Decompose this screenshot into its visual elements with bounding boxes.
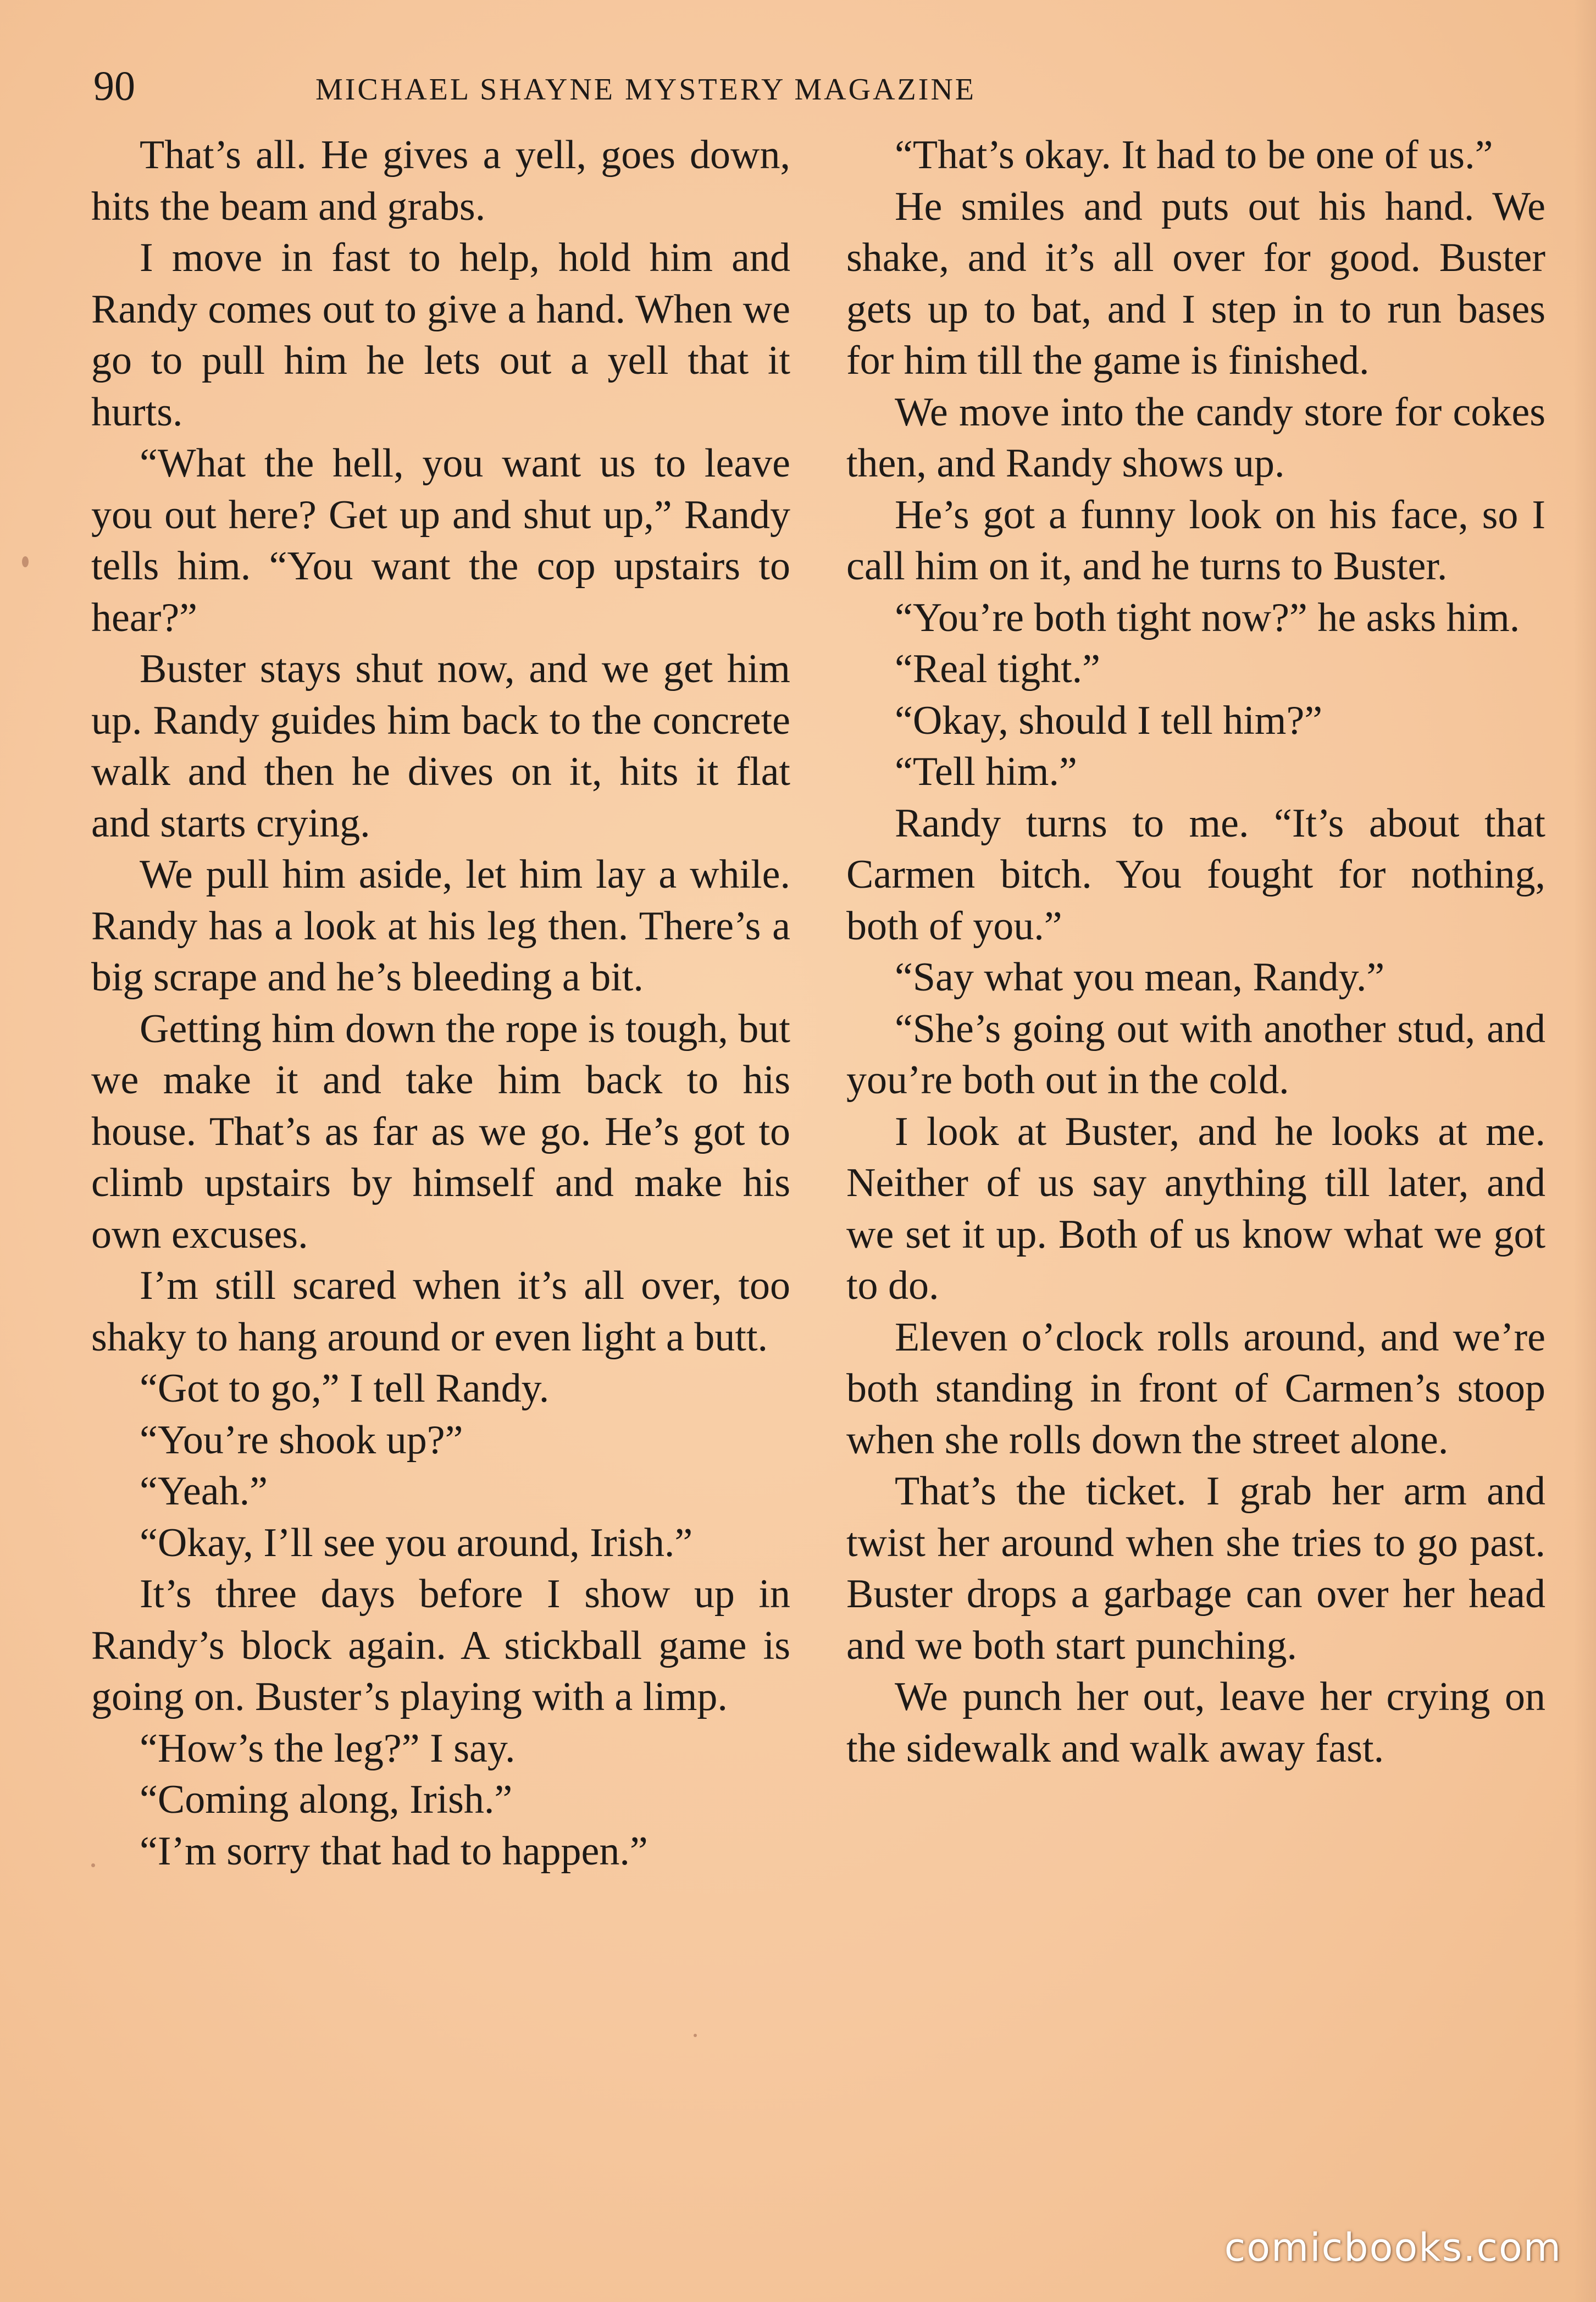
left-column-paragraph: “Coming along, Irish.” <box>140 1777 513 1822</box>
left-column-paragraph: It’s three days before I show up in Randy’s block again. A stickball game is going on. Buster’s playing with a limp. <box>91 1571 790 1719</box>
left-column-paragraph: Buster stays shut now, and we get him up. Randy guides him back to the concrete walk and then he dives on it, hits it flat and starts crying. <box>91 646 790 846</box>
right-column-paragraph: I look at Buster, and he looks at me. Neither of us say anything till later, and we set it up. Both of us know what we got to do. <box>846 1109 1545 1308</box>
left-column-paragraph: That’s all. He gives a yell, goes down, hits the beam and grabs. <box>91 132 790 229</box>
page-header <box>93 62 1198 111</box>
left-column-paragraph: I’m still scared when it’s all over, too shaky to hang around or even light a butt. <box>91 1263 790 1360</box>
paper-speck <box>22 556 29 567</box>
watermark: comicbooks.com <box>1224 2225 1562 2270</box>
left-column-paragraph: “Okay, I’ll see you around, Irish.” <box>140 1520 693 1565</box>
right-column-paragraph: Eleven o’clock rolls around, and we’re both standing in front of Carmen’s stoop when she rolls down the street alone. <box>846 1314 1545 1463</box>
right-column-paragraph: “Say what you mean, Randy.” <box>895 955 1385 1000</box>
paper-speck <box>694 2034 697 2037</box>
right-column-paragraph: “That’s okay. It had to be one of us.” <box>895 132 1493 178</box>
left-column-paragraph: “You’re shook up?” <box>140 1417 463 1463</box>
left-column-paragraph: I move in fast to help, hold him and Randy comes out to give a hand. When we go to pull him he lets out a yell that it hurts. <box>91 235 790 435</box>
page-edge-shadow <box>1574 0 1596 2302</box>
right-column-paragraph: He’s got a funny look on his face, so I call him on it, and he turns to Buster. <box>846 492 1545 589</box>
left-column-paragraph: “Got to go,” I tell Randy. <box>140 1366 550 1411</box>
right-column-paragraph: He smiles and puts out his hand. We shake, and it’s all over for good. Buster gets up to bat, and I step in to run bases for him till the game is finished. <box>846 184 1545 383</box>
right-column-paragraph: “Okay, should I tell him?” <box>895 698 1323 743</box>
running-head: MICHAEL SHAYNE MYSTERY MAGAZINE <box>315 73 977 107</box>
paper-speck <box>91 1863 95 1867</box>
right-column-paragraph: “You’re both tight now?” he asks him. <box>895 595 1520 640</box>
right-column-paragraph: “Tell him.” <box>895 749 1077 794</box>
right-column-paragraph: That’s the ticket. I grab her arm and twist her around when she tries to go past. Buster drops a garbage can over her head and we both start punching. <box>846 1469 1545 1668</box>
right-column-paragraph: “She’s going out with another stud, and you’re both out in the cold. <box>846 1006 1545 1103</box>
left-column-paragraph: “How’s the leg?” I say. <box>140 1725 516 1771</box>
left-column-paragraph: Getting him down the rope is tough, but we make it and take him back to his house. That’s as far as we go. He’s got to climb upstairs by himself and make his own excuses. <box>91 1006 790 1257</box>
left-column-paragraph: “I’m sorry that had to happen.” <box>140 1828 648 1874</box>
right-column-paragraph: We punch her out, leave her crying on the sidewalk and walk away fast. <box>846 1674 1545 1771</box>
left-text-column <box>91 130 790 1877</box>
page-number: 90 <box>93 63 135 109</box>
left-column-paragraph: We pull him aside, let him lay a while. Randy has a look at his leg then. There’s a big scrape and he’s bleeding a bit. <box>91 852 790 1000</box>
right-text-column <box>846 130 1545 1774</box>
right-column-paragraph: “Real tight.” <box>895 646 1100 691</box>
right-column-paragraph: We move into the candy store for cokes then, and Randy shows up. <box>846 389 1545 486</box>
left-column-paragraph: “Yeah.” <box>140 1469 268 1514</box>
right-column-paragraph: Randy turns to me. “It’s about that Carmen bitch. You fought for nothing, both of you.” <box>846 800 1545 949</box>
left-column-paragraph: “What the hell, you want us to leave you out here? Get up and shut up,” Randy tells him. “You want the cop upstairs to hear?” <box>91 441 790 640</box>
